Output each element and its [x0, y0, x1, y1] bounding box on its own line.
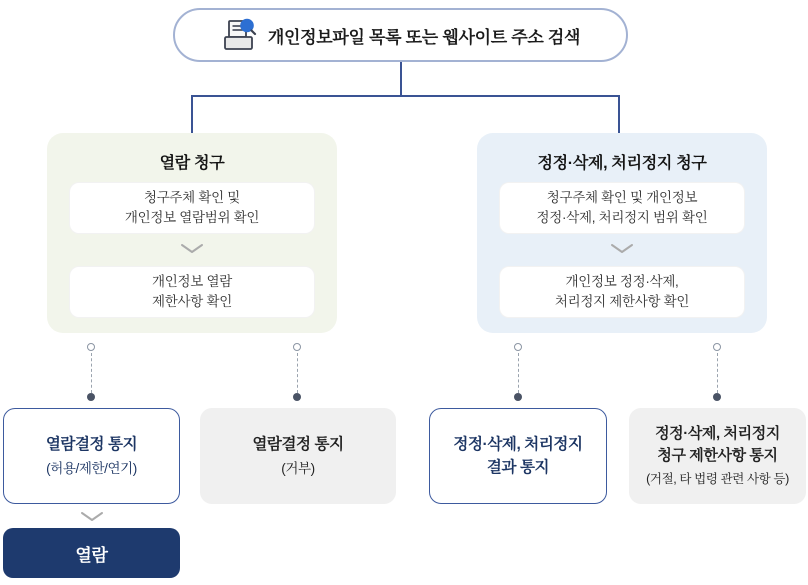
step-box [69, 266, 315, 318]
connector-horizontal [191, 95, 620, 97]
step-box [499, 266, 745, 318]
result-title: 정정·삭제, 처리정지 [655, 425, 780, 442]
step-box [499, 182, 745, 234]
connector-ring-icon [514, 343, 522, 351]
panel-correction-request [477, 133, 767, 333]
connector-dash-line [518, 353, 519, 393]
connector-dot-icon [713, 393, 721, 401]
connector-right-branch [618, 95, 620, 133]
result-title: 정정·삭제, 처리정지 [453, 436, 583, 453]
connector-dot-icon [514, 393, 522, 401]
step-text: 개인정보 열람 [152, 274, 232, 289]
chevron-down-icon [80, 509, 104, 527]
step-text: 개인정보 열람범위 확인 [124, 210, 260, 225]
result-correction-result-notice [429, 408, 607, 504]
connector-stem [400, 62, 402, 96]
root-node [173, 8, 628, 62]
step-text: 처리정지 제한사항 확인 [554, 294, 690, 309]
root-node-label: 개인정보파일 목록 또는 웹사이트 주소 검색 [267, 27, 581, 47]
step-text: 개인정보 정정·삭제, [565, 274, 679, 289]
connector-dash-line [91, 353, 92, 393]
result-access-decision-rejected [200, 408, 396, 504]
result-correction-restriction-notice [629, 408, 806, 504]
result-title: 청구 제한사항 통지 [657, 447, 778, 464]
result-subtitle: (거부) [281, 461, 315, 476]
step-text: 제한사항 확인 [152, 294, 232, 309]
final-node-access [3, 528, 180, 578]
chevron-down-icon [180, 241, 204, 259]
result-subtitle: (허용/제한/연기) [46, 461, 137, 476]
connector-dot-icon [293, 393, 301, 401]
connector-left-branch [191, 95, 193, 133]
connector-dash-line [297, 353, 298, 393]
connector-ring-icon [87, 343, 95, 351]
chevron-down-icon [610, 241, 634, 259]
panel-access-title: 열람 청구 [159, 155, 225, 172]
connector-dash-line [717, 353, 718, 393]
dashed-connector [513, 343, 523, 401]
connector-dot-icon [87, 393, 95, 401]
step-text: 청구주체 확인 및 개인정보 [546, 190, 698, 205]
final-node-label: 열람 [75, 545, 108, 565]
connector-ring-icon [713, 343, 721, 351]
panel-correction-title: 정정·삭제, 처리정지 청구 [537, 155, 707, 172]
step-box [69, 182, 315, 234]
dashed-connector [712, 343, 722, 401]
result-access-decision-notice [3, 408, 180, 504]
step-text: 청구주체 확인 및 [143, 190, 241, 205]
step-text: 정정·삭제, 처리정지 범위 확인 [536, 210, 708, 225]
document-search-icon [221, 18, 257, 52]
result-title: 열람결정 통지 [45, 436, 138, 453]
result-title: 열람결정 통지 [252, 436, 344, 453]
result-title: 결과 통지 [486, 459, 550, 476]
dashed-connector [86, 343, 96, 401]
result-subtitle: (거절, 타 법령 관련 사항 등) [646, 472, 789, 486]
panel-access-request [47, 133, 337, 333]
dashed-connector [292, 343, 302, 401]
connector-ring-icon [293, 343, 301, 351]
